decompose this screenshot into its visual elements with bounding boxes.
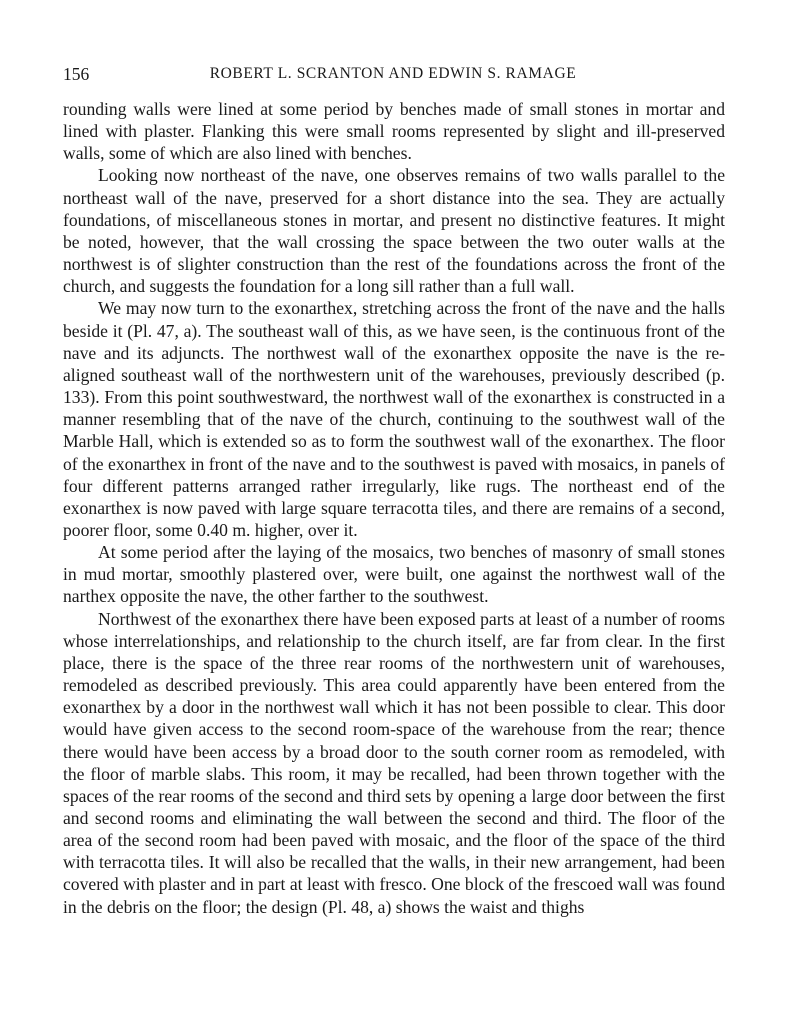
page-number: 156 bbox=[63, 64, 90, 84]
paragraph: Looking now northeast of the nave, one observes remains of two walls parallel to the northeast wall of the nave, preserved for a short distance into the sea. They are actually foundations, of miscellaneous stones in mortar, and present no distinctive features. It might be noted, however, that the wall crossing the space between the two outer walls at the northwest is of slighter construction than the rest of the foundations across the front of the church, and suggests the foundation for a long sill rather than a full wall. bbox=[63, 165, 725, 297]
paragraph: Northwest of the exonarthex there have been exposed parts at least of a number of rooms whose interrelationships, and relationship to the church itself, are far from clear. In the first place, there is the space of the three rear rooms of the northwestern unit of warehouses, remodeled as described previously. This area could apparently have been entered from the exonarthex by a door in the northwest wall which it has not been possible to clear. This door would have given access to the second room-space of the warehouse from the rear; thence there would have been access by a broad door to the south corner room as remodeled, with the floor of marble slabs. This room, it may be recalled, had been thrown together with the spaces of the rear rooms of the second and third sets by opening a large door between the first and second rooms and eliminating the wall between the second and third. The floor of the area of the second room had been paved with mosaic, and the floor of the space of the third with terracotta tiles. It will also be recalled that the walls, in their new arrangement, had been covered with plaster and in part at least with fresco. One block of the frescoed wall was found in the debris on the floor; the design (Pl. 48, a) shows the waist and thighs bbox=[63, 608, 725, 917]
paragraph: rounding walls were lined at some period by benches made of small stones in mortar and lined with plaster. Flanking this were small rooms represented by slight and ill-preserved walls, some of which are also lined with benches. bbox=[63, 99, 725, 164]
paragraph: We may now turn to the exonarthex, stretching across the front of the nave and the halls beside it (Pl. 47, a). The southeast wall of this, as we have seen, is the continuous front of the nave and its adjuncts. The northwest wall of the exonarthex opposite the nave is the re-aligned southeast wall of the northwestern unit of the warehouses, previously described (p. 133). From this point southwestward, the northwest wall of the exonarthex is constructed in a manner resembling that of the nave of the church, continuing to the southwest wall of the Marble Hall, which is extended so as to form the southwest wall of the exonarthex. The floor of the exonarthex in front of the nave and to the southwest is paved with mosaics, in panels of four different patterns arranged rather irregularly, like rugs. The northeast end of the exonarthex is now paved with large square terracotta tiles, and there are remains of a second, poorer floor, some 0.40 m. higher, over it. bbox=[63, 298, 725, 540]
running-head: ROBERT L. SCRANTON AND EDWIN S. RAMAGE bbox=[209, 65, 577, 82]
paragraph: At some period after the laying of the mosaics, two benches of masonry of small stones in mud mortar, smoothly plastered over, were built, one against the northwest wall of the narthex opposite the nave, the other farther to the southwest. bbox=[63, 542, 725, 607]
page-header bbox=[63, 63, 723, 85]
body-text bbox=[63, 98, 725, 918]
